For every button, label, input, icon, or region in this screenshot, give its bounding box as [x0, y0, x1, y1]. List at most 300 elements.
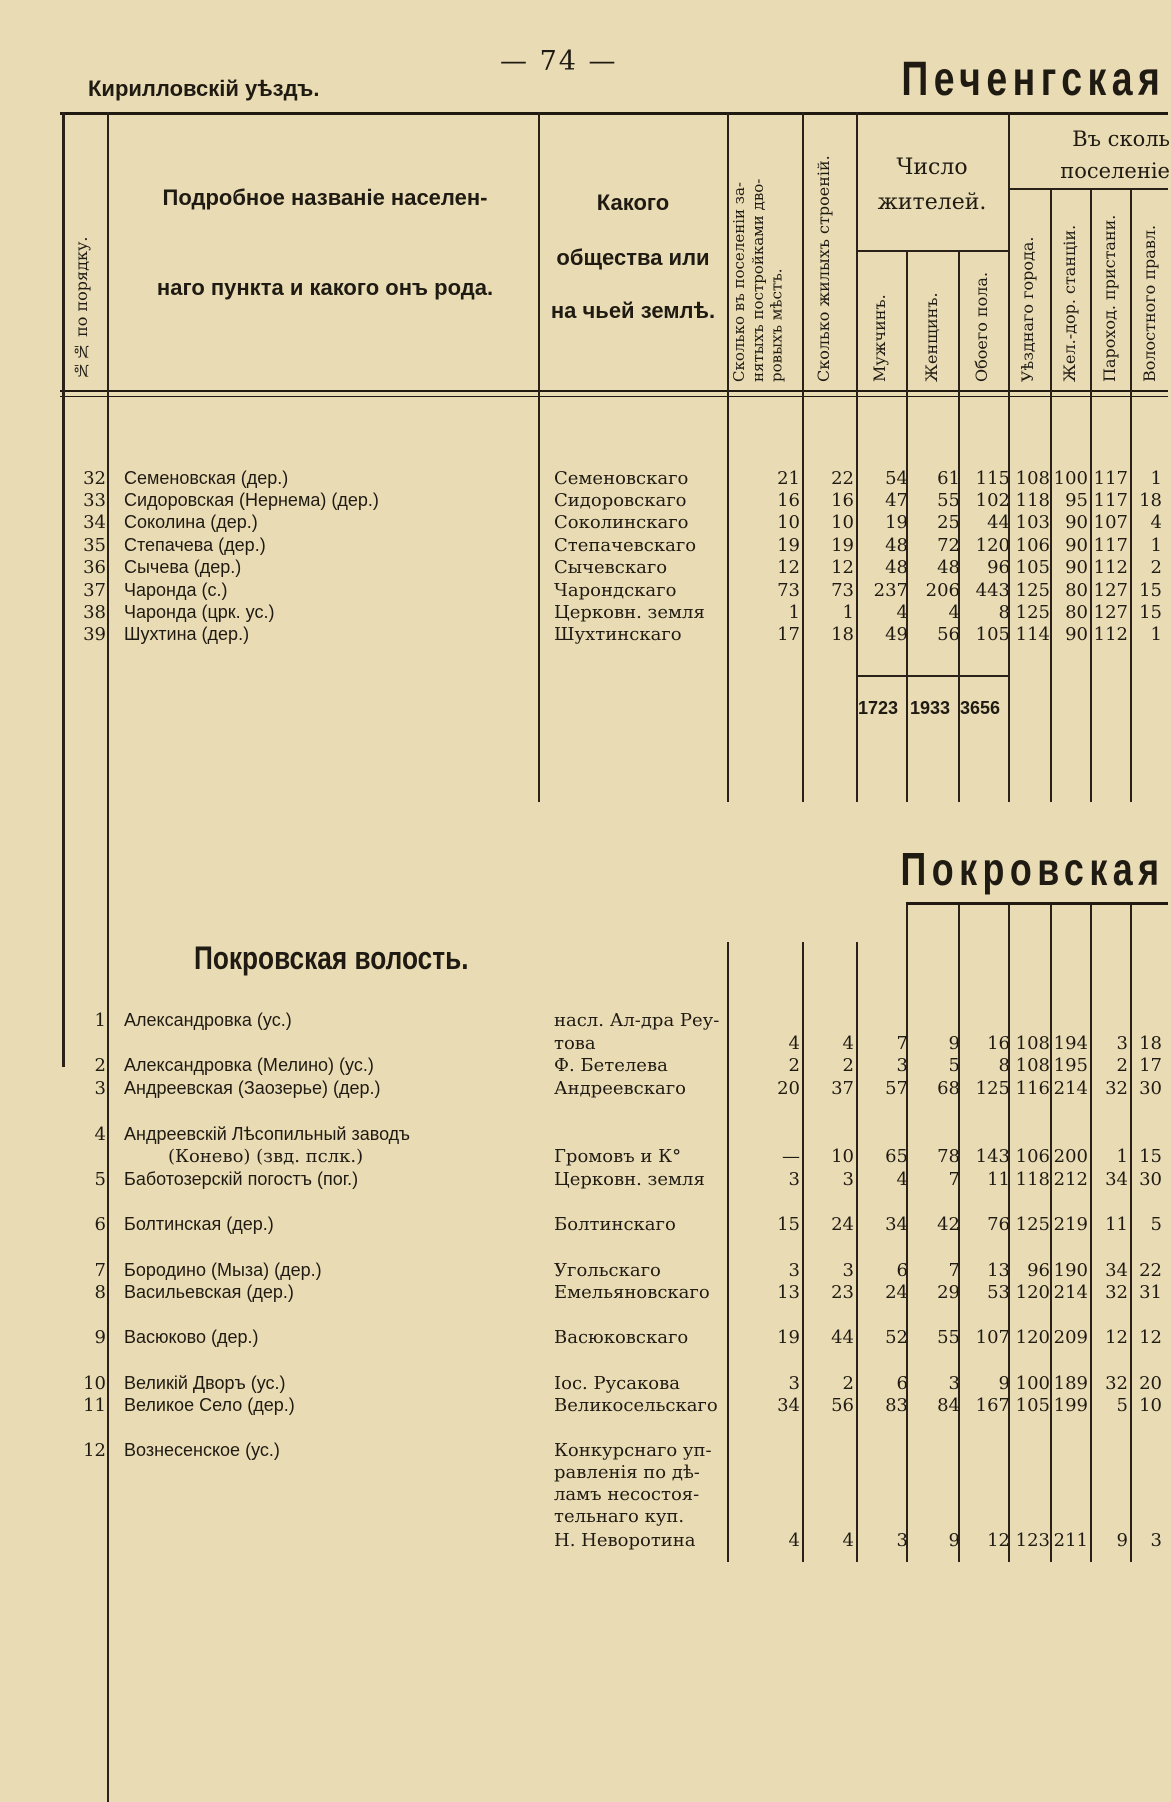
cell-women: 68 — [937, 1078, 960, 1099]
table-row-continuation — [0, 1462, 1171, 1484]
cell-both: 105 — [975, 624, 1010, 645]
cell-yards: 13 — [777, 1282, 800, 1303]
cell-men: 83 — [885, 1395, 908, 1416]
table-row — [0, 1373, 1171, 1395]
place-name: Васильевская (дер.) — [124, 1282, 294, 1302]
place-name: Бородино (Мыза) (дер.) — [124, 1260, 322, 1280]
cell-volost: 1 — [1150, 468, 1162, 489]
society-name: Чарондскаго — [554, 580, 677, 601]
cell-town: 108 — [1015, 1033, 1050, 1054]
cell-pier: 2 — [1116, 1055, 1128, 1076]
cell-rail: 214 — [1053, 1078, 1088, 1099]
table-row — [0, 512, 1171, 534]
district-title: Кирилловскій уѣздъ. — [88, 76, 320, 101]
cell-men: 4 — [896, 602, 908, 623]
society-name: равленія по дѣ- — [554, 1462, 700, 1483]
cell-men: 4 — [896, 1169, 908, 1190]
section-title: Покровская волость. — [194, 940, 469, 976]
place-name: Александровка (Мелино) (ус.) — [124, 1055, 374, 1075]
cell-pier: 127 — [1093, 580, 1128, 601]
table-row — [0, 580, 1171, 602]
header-rail: Жел.-дор. станціи. — [1060, 224, 1079, 382]
cell-volost: 2 — [1150, 557, 1162, 578]
cell-rail: 90 — [1065, 557, 1088, 578]
cell-women: 3 — [948, 1373, 960, 1394]
cell-yards: 21 — [777, 468, 800, 489]
row-number: 6 — [94, 1214, 106, 1235]
cell-women: 5 — [948, 1055, 960, 1076]
cell-both: 76 — [987, 1214, 1010, 1235]
cell-yards: 16 — [777, 490, 800, 511]
cell-yards: 17 — [777, 624, 800, 645]
cell-buildings: 44 — [831, 1327, 854, 1348]
cell-women: 7 — [948, 1260, 960, 1281]
cell-pier: 11 — [1105, 1214, 1128, 1235]
cell-buildings: 4 — [842, 1530, 854, 1551]
cell-rail: 100 — [1053, 468, 1088, 489]
table-row-continuation — [0, 1484, 1171, 1506]
distance-sub-rule — [1008, 188, 1168, 190]
cell-pier: 117 — [1093, 490, 1128, 511]
cell-town: 125 — [1015, 580, 1050, 601]
cell-pier: 34 — [1105, 1260, 1128, 1281]
cell-yards: 12 — [777, 557, 800, 578]
cell-yards: 3 — [788, 1260, 800, 1281]
cell-yards: 4 — [788, 1033, 800, 1054]
row-number: 35 — [83, 535, 106, 556]
cell-yards: — — [782, 1146, 800, 1167]
society-name: Степачевскаго — [554, 535, 697, 556]
place-name: Соколина (дер.) — [124, 512, 258, 532]
table-row — [0, 1260, 1171, 1282]
place-name: Чаронда (црк. ус.) — [124, 602, 275, 622]
cell-buildings: 24 — [831, 1214, 854, 1235]
cell-women: 78 — [937, 1146, 960, 1167]
place-name: Александровка (ус.) — [124, 1010, 292, 1030]
cell-yards: 1 — [788, 602, 800, 623]
cell-volost: 17 — [1139, 1055, 1162, 1076]
cell-rail: 214 — [1053, 1282, 1088, 1303]
cell-yards: 73 — [777, 580, 800, 601]
cell-rail: 90 — [1065, 512, 1088, 533]
total-men: 1723 — [858, 698, 899, 718]
cell-rail: 212 — [1053, 1169, 1088, 1190]
place-name: Андреевскій Лѣсопильный заводъ — [124, 1124, 411, 1144]
header-buildings: Сколько жилыхъ строеній. — [814, 155, 833, 382]
header-society-3: на чьей землѣ. — [550, 298, 716, 323]
cell-buildings: 10 — [831, 1146, 854, 1167]
cell-men: 6 — [896, 1373, 908, 1394]
place-name: Болтинская (дер.) — [124, 1214, 274, 1234]
table-row — [0, 602, 1171, 624]
cell-women: 29 — [937, 1282, 960, 1303]
header-pier: Пароход. пристани. — [1100, 214, 1119, 382]
cell-town: 108 — [1015, 1055, 1050, 1076]
cell-volost: 15 — [1139, 1146, 1162, 1167]
cell-pier: 9 — [1116, 1530, 1128, 1551]
cell-buildings: 2 — [842, 1055, 854, 1076]
place-name: Вознесенское (ус.) — [124, 1440, 280, 1460]
cell-rail: 200 — [1053, 1146, 1088, 1167]
cell-both: 125 — [975, 1078, 1010, 1099]
society-name: Конкурснаго уп- — [554, 1440, 712, 1461]
cell-rail: 95 — [1065, 490, 1088, 511]
table-row — [0, 624, 1171, 646]
table-row — [0, 1033, 1171, 1055]
cell-pier: 112 — [1093, 624, 1128, 645]
cell-volost: 1 — [1150, 624, 1162, 645]
row-number: 8 — [94, 1282, 106, 1303]
table-row — [0, 1078, 1171, 1100]
cell-rail: 80 — [1065, 580, 1088, 601]
place-name: Семеновская (дер.) — [124, 468, 289, 488]
society-name: Андреевскаго — [554, 1078, 687, 1099]
row-number: 12 — [83, 1440, 106, 1461]
bottom-section-rule — [906, 902, 1168, 905]
cell-town: 106 — [1015, 535, 1050, 556]
place-name: Сидоровская (Нернема) (дер.) — [124, 490, 379, 510]
place-name: Чаронда (с.) — [124, 580, 228, 600]
row-number: 4 — [94, 1124, 106, 1145]
cell-town: 118 — [1015, 490, 1050, 511]
header-men: Мужчинъ. — [870, 294, 889, 382]
cell-rail: 190 — [1053, 1260, 1088, 1281]
cell-buildings: 18 — [831, 624, 854, 645]
society-name: тельнаго куп. — [554, 1506, 685, 1527]
header-yards: Сколько въ поселеніи за- нятыхъ постройками дво- ровыхъ мѣстъ. — [730, 178, 786, 382]
cell-volost: 30 — [1139, 1169, 1162, 1190]
cell-volost: 3 — [1150, 1530, 1162, 1551]
table-row — [0, 1530, 1171, 1552]
cell-men: 19 — [885, 512, 908, 533]
cell-women: 55 — [937, 490, 960, 511]
cell-town: 125 — [1015, 1214, 1050, 1235]
col-divider — [802, 112, 804, 802]
cell-yards: 10 — [777, 512, 800, 533]
col-divider — [727, 112, 729, 802]
society-name: Церковн. земля — [554, 1169, 705, 1190]
society-name: Церковн. земля — [554, 602, 705, 623]
cell-volost: 30 — [1139, 1078, 1162, 1099]
cell-men: 3 — [896, 1055, 908, 1076]
cell-volost: 1 — [1150, 535, 1162, 556]
header-inhabitants: Число жителей. — [877, 155, 987, 216]
row-number: 10 — [83, 1373, 106, 1394]
table-row-continuation — [0, 1440, 1171, 1462]
cell-volost: 10 — [1139, 1395, 1162, 1416]
total-both: 3656 — [960, 698, 1001, 718]
row-number: 11 — [83, 1395, 106, 1416]
cell-both: 8 — [998, 602, 1010, 623]
cell-town: 100 — [1015, 1373, 1050, 1394]
table-row — [0, 1395, 1171, 1417]
cell-both: 143 — [975, 1146, 1010, 1167]
header-society-2: общества или — [556, 245, 710, 270]
cell-pier: 12 — [1105, 1327, 1128, 1348]
cell-buildings: 23 — [831, 1282, 854, 1303]
row-number: 3 — [94, 1078, 106, 1099]
society-name: Шухтинскаго — [554, 624, 682, 645]
society-name: Н. Неворотина — [554, 1530, 696, 1551]
cell-town: 120 — [1015, 1327, 1050, 1348]
cell-buildings: 22 — [831, 468, 854, 489]
cell-town: 96 — [1027, 1260, 1050, 1281]
cell-buildings: 37 — [831, 1078, 854, 1099]
cell-men: 47 — [885, 490, 908, 511]
cell-rail: 219 — [1053, 1214, 1088, 1235]
cell-buildings: 2 — [842, 1373, 854, 1394]
cell-buildings: 10 — [831, 512, 854, 533]
header-both: Обоего пола. — [972, 271, 991, 382]
cell-volost: 20 — [1139, 1373, 1162, 1394]
society-name: това — [554, 1033, 596, 1054]
table-row — [0, 490, 1171, 512]
cell-women: 84 — [937, 1395, 960, 1416]
cell-pier: 117 — [1093, 468, 1128, 489]
cell-volost: 4 — [1150, 512, 1162, 533]
row-number: 36 — [83, 557, 106, 578]
cell-pier: 117 — [1093, 535, 1128, 556]
cell-rail: 194 — [1053, 1033, 1088, 1054]
society-name: Великосельскаго — [554, 1395, 718, 1416]
header-volost: Волостного правл. — [1140, 224, 1159, 382]
cell-rail: 199 — [1053, 1395, 1088, 1416]
cell-both: 16 — [987, 1033, 1010, 1054]
cell-women: 55 — [937, 1327, 960, 1348]
table-row — [0, 1214, 1171, 1236]
cell-women: 42 — [937, 1214, 960, 1235]
place-name: Андреевская (Заозерье) (дер.) — [124, 1078, 381, 1098]
row-number: 9 — [94, 1327, 106, 1348]
cell-rail: 195 — [1053, 1055, 1088, 1076]
place-name: Степачева (дер.) — [124, 535, 266, 555]
cell-pier: 32 — [1105, 1373, 1128, 1394]
totals-rule — [858, 675, 1008, 677]
volost-heading-top: Печенгская — [901, 53, 1165, 106]
cell-pier: 3 — [1116, 1033, 1128, 1054]
cell-rail: 90 — [1065, 624, 1088, 645]
cell-yards: 3 — [788, 1373, 800, 1394]
cell-town: 125 — [1015, 602, 1050, 623]
society-name: Громовъ и К° — [554, 1146, 682, 1167]
cell-both: 120 — [975, 535, 1010, 556]
cell-buildings: 16 — [831, 490, 854, 511]
cell-volost: 31 — [1139, 1282, 1162, 1303]
place-name: Сычева (дер.) — [124, 557, 242, 577]
cell-volost: 15 — [1139, 602, 1162, 623]
cell-men: 57 — [885, 1078, 908, 1099]
cell-town: 105 — [1015, 557, 1050, 578]
cell-both: 9 — [998, 1373, 1010, 1394]
row-number: 37 — [83, 580, 106, 601]
cell-men: 49 — [885, 624, 908, 645]
row-number: 1 — [94, 1010, 106, 1031]
cell-men: 24 — [885, 1282, 908, 1303]
cell-yards: 19 — [777, 1327, 800, 1348]
cell-volost: 12 — [1139, 1327, 1162, 1348]
total-women: 1933 — [910, 698, 951, 718]
cell-town: 118 — [1015, 1169, 1050, 1190]
society-name: Васюковскаго — [554, 1327, 689, 1348]
cell-men: 54 — [885, 468, 908, 489]
place-name: Великій Дворъ (ус.) — [124, 1373, 286, 1393]
row-number: 39 — [83, 624, 106, 645]
cell-town: 105 — [1015, 1395, 1050, 1416]
society-name: ламъ несостоя- — [554, 1484, 700, 1505]
cell-rail: 189 — [1053, 1373, 1088, 1394]
cell-town: 108 — [1015, 468, 1050, 489]
cell-men: 34 — [885, 1214, 908, 1235]
cell-town: 106 — [1015, 1146, 1050, 1167]
cell-both: 44 — [987, 512, 1010, 533]
place-name: Шухтина (дер.) — [124, 624, 250, 644]
table-row — [0, 557, 1171, 579]
society-name: Сычевскаго — [554, 557, 668, 578]
cell-buildings: 12 — [831, 557, 854, 578]
table-row-continuation — [0, 1506, 1171, 1528]
cell-women: 61 — [937, 468, 960, 489]
society-name: Семеновскаго — [554, 468, 689, 489]
cell-yards: 15 — [777, 1214, 800, 1235]
cell-volost: 18 — [1139, 1033, 1162, 1054]
cell-town: 123 — [1015, 1530, 1050, 1551]
cell-yards: 19 — [777, 535, 800, 556]
table-row — [0, 468, 1171, 490]
cell-pier: 107 — [1093, 512, 1128, 533]
place-name: Баботозерскій погостъ (пог.) — [124, 1169, 359, 1189]
row-number: 5 — [94, 1169, 106, 1190]
table-row — [0, 1146, 1171, 1168]
row-number: 33 — [83, 490, 106, 511]
place-name: Великое Село (дер.) — [124, 1395, 295, 1415]
row-number: 38 — [83, 602, 106, 623]
cell-yards: 2 — [788, 1055, 800, 1076]
cell-both: 13 — [987, 1260, 1010, 1281]
cell-buildings: 1 — [842, 602, 854, 623]
table-row — [0, 535, 1171, 557]
cell-men: 6 — [896, 1260, 908, 1281]
cell-buildings: 56 — [831, 1395, 854, 1416]
society-name: Болтинскаго — [554, 1214, 676, 1235]
table-row — [0, 1327, 1171, 1349]
page-number: — 74 — — [500, 46, 618, 77]
society-name: Ф. Бетелева — [554, 1055, 668, 1076]
cell-both: 53 — [987, 1282, 1010, 1303]
cell-women: 9 — [948, 1033, 960, 1054]
cell-both: 12 — [987, 1530, 1010, 1551]
cell-rail: 209 — [1053, 1327, 1088, 1348]
row-number: 2 — [94, 1055, 106, 1076]
cell-both: 102 — [975, 490, 1010, 511]
cell-buildings: 3 — [842, 1260, 854, 1281]
row-number: 7 — [94, 1260, 106, 1281]
cell-both: 443 — [975, 580, 1010, 601]
cell-both: 96 — [987, 557, 1010, 578]
cell-men: 237 — [873, 580, 908, 601]
cell-pier: 127 — [1093, 602, 1128, 623]
cell-both: 115 — [975, 468, 1010, 489]
top-rule — [60, 112, 1168, 115]
cell-women: 7 — [948, 1169, 960, 1190]
header-name-1: Подробное названіе населен- — [162, 185, 488, 210]
cell-volost: 22 — [1139, 1260, 1162, 1281]
cell-buildings: 19 — [831, 535, 854, 556]
cell-yards: 4 — [788, 1530, 800, 1551]
cell-pier: 32 — [1105, 1078, 1128, 1099]
cell-men: 65 — [885, 1146, 908, 1167]
header-bottom-rule — [60, 390, 1168, 392]
cell-town: 116 — [1015, 1078, 1050, 1099]
society-name: Сидоровскаго — [554, 490, 687, 511]
cell-women: 206 — [925, 580, 960, 601]
cell-rail: 80 — [1065, 602, 1088, 623]
cell-men: 52 — [885, 1327, 908, 1348]
inhabitants-sub-rule — [856, 250, 1008, 252]
cell-town: 103 — [1015, 512, 1050, 533]
table-row — [0, 1055, 1171, 1077]
cell-both: 8 — [998, 1055, 1010, 1076]
place-name: (Конево) (звд. пслк.) — [168, 1146, 364, 1167]
table-row-continuation — [0, 1010, 1171, 1032]
cell-men: 48 — [885, 535, 908, 556]
cell-town: 120 — [1015, 1282, 1050, 1303]
cell-yards: 34 — [777, 1395, 800, 1416]
header-distance: Въ сколь поселеніе — [1060, 127, 1170, 183]
cell-yards: 20 — [777, 1078, 800, 1099]
society-name: Угольскаго — [554, 1260, 661, 1281]
header-women: Женщинъ. — [922, 292, 941, 382]
row-number: 34 — [83, 512, 106, 533]
cell-women: 56 — [937, 624, 960, 645]
cell-yards: 3 — [788, 1169, 800, 1190]
cell-men: 48 — [885, 557, 908, 578]
cell-rail: 90 — [1065, 535, 1088, 556]
society-name: Емельяновскаго — [554, 1282, 710, 1303]
society-name: насл. Ал-дра Реу- — [554, 1010, 720, 1031]
cell-women: 4 — [948, 602, 960, 623]
cell-pier: 1 — [1116, 1146, 1128, 1167]
row-number: 32 — [83, 468, 106, 489]
cell-pier: 32 — [1105, 1282, 1128, 1303]
cell-buildings: 3 — [842, 1169, 854, 1190]
cell-pier: 5 — [1116, 1395, 1128, 1416]
cell-both: 167 — [975, 1395, 1010, 1416]
header-bottom-rule-2 — [60, 396, 1168, 397]
table-row-continuation — [0, 1124, 1171, 1146]
place-name: Васюково (дер.) — [124, 1327, 259, 1347]
cell-men: 3 — [896, 1530, 908, 1551]
cell-both: 107 — [975, 1327, 1010, 1348]
cell-pier: 112 — [1093, 557, 1128, 578]
cell-buildings: 4 — [842, 1033, 854, 1054]
cell-women: 48 — [937, 557, 960, 578]
table-row — [0, 1282, 1171, 1304]
header-name-2: наго пункта и какого онъ рода. — [156, 275, 494, 300]
cell-women: 72 — [937, 535, 960, 556]
header-society-1: Какого — [596, 190, 670, 215]
cell-town: 114 — [1015, 624, 1050, 645]
society-name: Соколинскаго — [554, 512, 689, 533]
cell-both: 11 — [987, 1169, 1010, 1190]
cell-rail: 211 — [1053, 1530, 1088, 1551]
cell-women: 25 — [937, 512, 960, 533]
cell-volost: 18 — [1139, 490, 1162, 511]
cell-pier: 34 — [1105, 1169, 1128, 1190]
col-divider — [1008, 112, 1010, 802]
header-town: Уѣзднаго города. — [1018, 236, 1037, 382]
cell-volost: 15 — [1139, 580, 1162, 601]
society-name: Іос. Русакова — [554, 1373, 680, 1394]
